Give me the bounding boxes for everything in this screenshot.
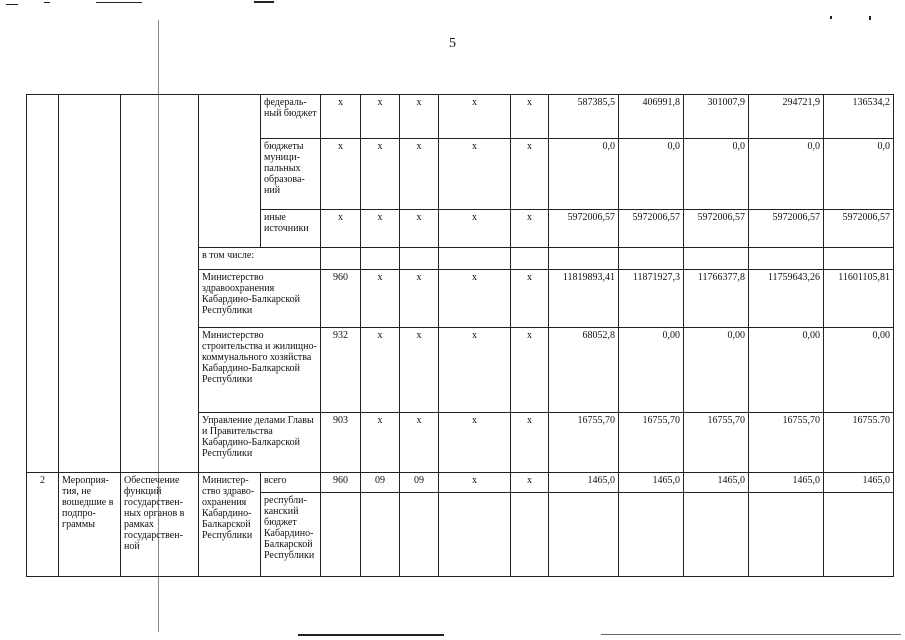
value-cell: 11759643,26: [749, 270, 824, 328]
code-cell: x: [321, 95, 361, 139]
source-label: республи-канский бюджет Кабардино-Балкарской Республики: [261, 493, 321, 577]
value-cell: 0,00: [749, 328, 824, 413]
ministry-label: Министерство здравоохранения Кабардино-Балкарской Республики: [199, 270, 321, 328]
value-cell: 1465,0: [824, 473, 894, 493]
code-cell: x: [400, 95, 439, 139]
empty-cell: [400, 493, 439, 577]
empty-cell: [321, 248, 361, 270]
scan-mark-bottom-center: [298, 634, 444, 636]
value-cell: 0,0: [619, 139, 684, 210]
code-cell: x: [400, 210, 439, 248]
empty-cell: [749, 493, 824, 577]
value-cell: 301007,9: [684, 95, 749, 139]
empty-cell: [321, 493, 361, 577]
source-label: всего: [261, 473, 321, 493]
code-cell: 903: [321, 413, 361, 473]
code-cell: x: [511, 210, 549, 248]
empty-cell: [439, 248, 511, 270]
code-cell: x: [511, 328, 549, 413]
value-cell: 16755,70: [684, 413, 749, 473]
value-cell: 1465,0: [619, 473, 684, 493]
value-cell: 1465,0: [549, 473, 619, 493]
scan-mark-top-center: [254, 1, 274, 3]
code-cell: x: [400, 270, 439, 328]
value-cell: 11766377,8: [684, 270, 749, 328]
code-cell: x: [321, 139, 361, 210]
empty-cell: [361, 493, 400, 577]
value-cell: 11819893,41: [549, 270, 619, 328]
scan-mark-top-left-2: [44, 2, 50, 3]
section-number: 2: [27, 473, 59, 577]
empty-cell: [549, 248, 619, 270]
code-cell: x: [400, 328, 439, 413]
empty-cell: [684, 493, 749, 577]
code-cell: 960: [321, 270, 361, 328]
value-cell: 0,0: [749, 139, 824, 210]
code-cell: x: [361, 210, 400, 248]
empty-cell: [749, 248, 824, 270]
code-cell: x: [439, 270, 511, 328]
empty-cell: [511, 248, 549, 270]
scan-mark-top-left-1: [6, 4, 18, 5]
scan-mark-top-right-2: [869, 16, 871, 20]
executor-cell-empty: [199, 95, 261, 248]
value-cell: 406991,8: [619, 95, 684, 139]
value-cell: 0,0: [549, 139, 619, 210]
empty-cell: [824, 248, 894, 270]
code-cell: x: [361, 413, 400, 473]
code-cell: x: [361, 95, 400, 139]
table-row: [27, 473, 894, 493]
code-cell: x: [361, 328, 400, 413]
num-cell-empty: [27, 95, 59, 473]
value-cell: 1465,0: [684, 473, 749, 493]
value-cell: 0,0: [684, 139, 749, 210]
value-cell: 587385,5: [549, 95, 619, 139]
code-cell: x: [511, 139, 549, 210]
value-cell: 0,00: [824, 328, 894, 413]
code-cell: x: [321, 210, 361, 248]
name-cell-empty: [59, 95, 121, 473]
code-cell: 932: [321, 328, 361, 413]
code-cell: x: [511, 95, 549, 139]
value-cell: 11601105,81: [824, 270, 894, 328]
value-cell: 0,0: [824, 139, 894, 210]
budget-table: [26, 94, 894, 577]
objective-cell-empty: [121, 95, 199, 473]
scan-mark-top-right-1: [830, 16, 832, 19]
code-cell: x: [439, 95, 511, 139]
code-cell: x: [439, 139, 511, 210]
scan-mark-top-left-3: [96, 2, 142, 3]
code-cell: x: [361, 270, 400, 328]
value-cell: 136534,2: [824, 95, 894, 139]
value-cell: 294721,9: [749, 95, 824, 139]
value-cell: 16755.70: [824, 413, 894, 473]
code-cell: 09: [361, 473, 400, 493]
code-cell: x: [439, 328, 511, 413]
page-number: 5: [449, 36, 456, 51]
ministry-label: Управление делами Главы и Правительства Кабардино-Балкарской Республики: [199, 413, 321, 473]
value-cell: 16755,70: [619, 413, 684, 473]
section-name: Мероприя-тия, не вошедшие в подпро-граммы: [59, 473, 121, 577]
value-cell: 68052,8: [549, 328, 619, 413]
section-executor: Министер-ство здраво-охранения Кабардино-Балкарской Республики: [199, 473, 261, 577]
value-cell: 1465,0: [749, 473, 824, 493]
including-label: в том числе:: [199, 248, 321, 270]
code-cell: x: [439, 413, 511, 473]
value-cell: 0,00: [684, 328, 749, 413]
value-cell: 16755,70: [749, 413, 824, 473]
code-cell: x: [439, 210, 511, 248]
source-label: федераль-ный бюджет: [261, 95, 321, 139]
value-cell: 5972006,57: [824, 210, 894, 248]
value-cell: 5972006,57: [749, 210, 824, 248]
empty-cell: [439, 493, 511, 577]
empty-cell: [361, 248, 400, 270]
value-cell: 16755,70: [549, 413, 619, 473]
source-label: иные источники: [261, 210, 321, 248]
value-cell: 0,00: [619, 328, 684, 413]
code-cell: x: [400, 139, 439, 210]
code-cell: x: [511, 413, 549, 473]
code-cell: 09: [400, 473, 439, 493]
code-cell: x: [361, 139, 400, 210]
ministry-label: Министерство строительства и жилищно-коммунального хозяйства Кабардино-Балкарской Республики: [199, 328, 321, 413]
empty-cell: [684, 248, 749, 270]
code-cell: x: [511, 473, 549, 493]
source-label: бюджеты муници-пальных образова-ний: [261, 139, 321, 210]
value-cell: 11871927,3: [619, 270, 684, 328]
code-cell: x: [511, 270, 549, 328]
empty-cell: [511, 493, 549, 577]
table-row: [27, 95, 894, 139]
value-cell: 5972006,57: [549, 210, 619, 248]
code-cell: x: [400, 413, 439, 473]
empty-cell: [619, 493, 684, 577]
empty-cell: [824, 493, 894, 577]
section-objective: Обеспечение функций государствен-ных органов в рамках государствен-ной: [121, 473, 199, 577]
value-cell: 5972006,57: [619, 210, 684, 248]
empty-cell: [400, 248, 439, 270]
value-cell: 5972006,57: [684, 210, 749, 248]
empty-cell: [549, 493, 619, 577]
code-cell: x: [439, 473, 511, 493]
code-cell: 960: [321, 473, 361, 493]
empty-cell: [619, 248, 684, 270]
scan-mark-bottom-right: [601, 634, 901, 635]
